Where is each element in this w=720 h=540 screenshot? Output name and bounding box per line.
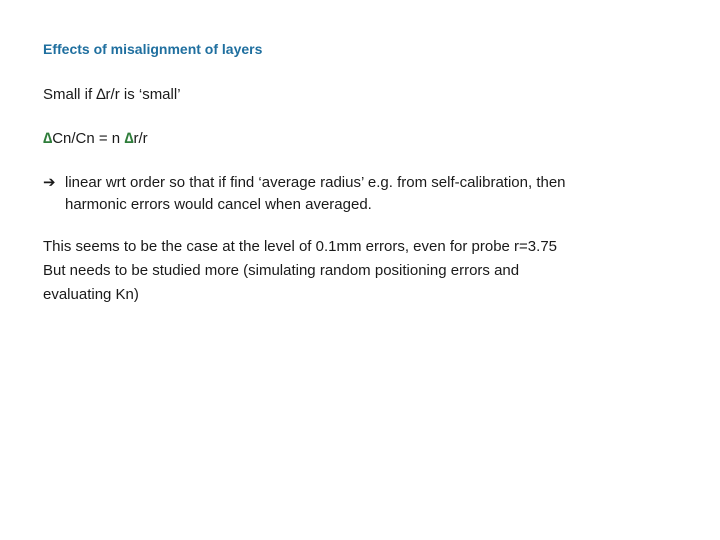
- formula-line: [43, 130, 148, 147]
- notes-paragraph: [43, 235, 693, 307]
- formula-part-b: r/r: [133, 130, 148, 147]
- small-condition-line: [43, 86, 181, 103]
- paragraph-line-2: But needs to be studied more (simulating random positioning errors and: [43, 262, 520, 279]
- arrow-bullet: [43, 172, 683, 216]
- delta-symbol: ∆: [43, 130, 53, 147]
- formula-part-a: Cn/Cn = n: [52, 130, 125, 147]
- small-suffix: r/r is ‘small’: [105, 86, 181, 103]
- paragraph-line-1: This seems to be the case at the level of 0.1mm errors, even for probe r=3.75: [43, 238, 558, 255]
- delta-symbol: ∆: [124, 130, 134, 147]
- slide-title: Effects of misalignment of layers: [43, 41, 263, 57]
- paragraph-line-3: evaluating Kn): [43, 286, 139, 303]
- delta-symbol: ∆: [96, 86, 106, 103]
- right-arrow-icon: ➔: [43, 174, 56, 191]
- small-prefix: Small if: [43, 86, 97, 103]
- bullet-line-1: [43, 172, 683, 194]
- bullet-text-1: linear wrt order so that if find ‘average radius’ e.g. from self-calibration, then: [65, 174, 566, 191]
- bullet-line-2: harmonic errors would cancel when averaged.: [65, 196, 372, 213]
